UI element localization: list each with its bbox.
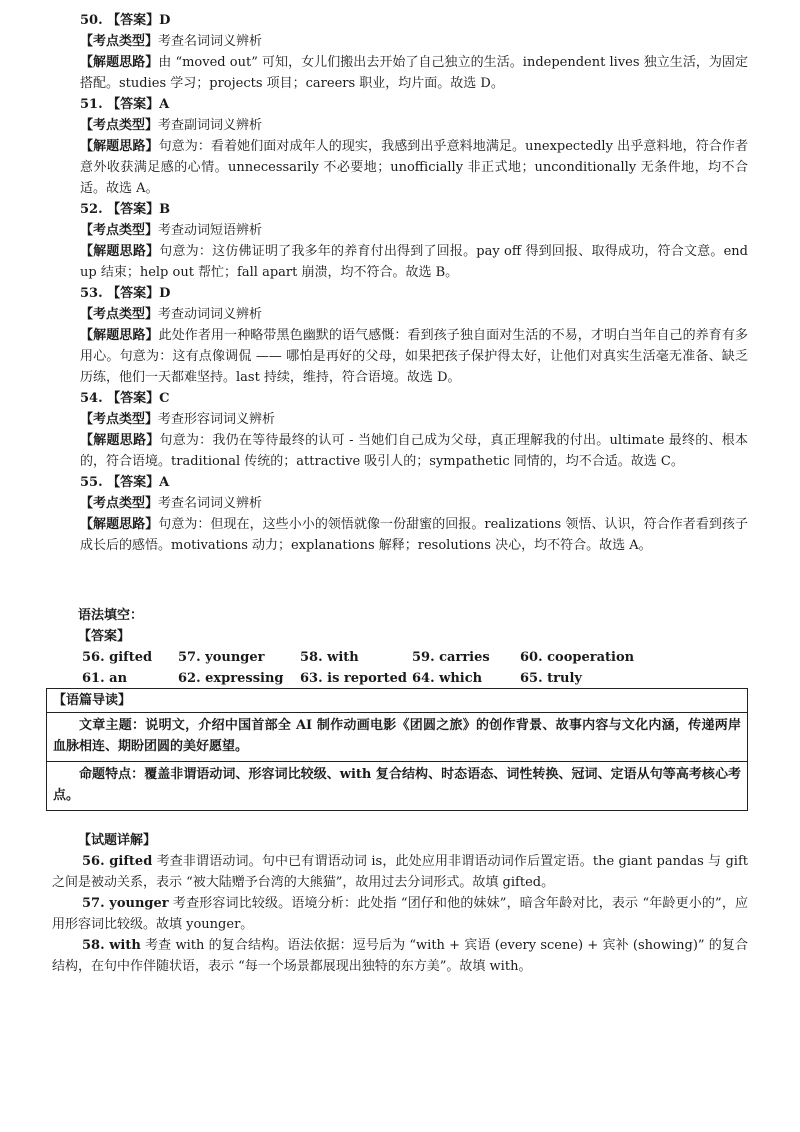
analysis-text: 句意为：我仍在等待最终的认可 - 当她们自己成为父母，真正理解我的付出。ultimate 最终的、根本的，符合语境。traditional 传统的；attractive 吸引人的；sympathetic 同情的，均不合适。故选 C。	[80, 433, 748, 469]
answer-number: 52. 【答案】B	[80, 202, 171, 217]
analysis-text: 由 “moved out” 可知，女儿们搬出去开始了自己独立的生活。independent lives 独立生活，为固定搭配。studies 学习；projects 项目；careers 职业，均片面。故选 D。	[80, 55, 748, 91]
analysis-label: 【解题思路】	[80, 139, 159, 154]
detail-explanation: 考查 with 的复合结构。语法依据：逗号后为 “with + 宾语 (every scene) + 宾补 (showing)” 的复合结构，在句中作伴随状语，表示 “每一个场景都展现出独特的东方美”。故填 with。	[52, 938, 748, 974]
detail-answer-word: 56. gifted	[82, 854, 153, 869]
grammar-answer-item: 65. truly	[520, 671, 582, 686]
analysis-label: 【解题思路】	[80, 433, 160, 448]
type-text: 考查形容词词义辨析	[158, 412, 276, 427]
grammar-answer-item: 57. younger	[178, 650, 265, 665]
details-section	[52, 830, 748, 977]
answer-55	[52, 472, 748, 556]
type-label: 【考点类型】	[80, 307, 159, 322]
passage-guide-theme: 文章主题：说明文，介绍中国首部全 AI 制作动画电影《团圆之旅》的创作背景、故事内容与文化内涵，传递两岸血脉相连、期盼团圆的美好愿望。	[53, 718, 741, 754]
type-text: 考查动词短语辨析	[158, 223, 263, 238]
passage-guide-box	[46, 688, 748, 811]
type-label: 【考点类型】	[80, 223, 159, 238]
grammar-answer-item: 61. an	[82, 671, 128, 686]
answer-52	[52, 199, 748, 283]
analysis-text: 句意为：但现在，这些小小的领悟就像一份甜蜜的回报。realizations 领悟、认识，符合作者看到孩子成长后的感悟。motivations 动力；explanations 解释；resolutions 决心，均不符合。故选 A。	[80, 517, 748, 553]
type-text: 考查名词词义辨析	[158, 496, 263, 511]
grammar-answer-item: 59. carries	[412, 650, 490, 665]
passage-guide-features: 命题特点：覆盖非谓语动词、形容词比较级、with 复合结构、时态语态、词性转换、冠词、定语从句等高考核心考点。	[47, 761, 747, 810]
type-label: 【考点类型】	[80, 118, 159, 133]
type-text: 考查名词词义辨析	[158, 34, 263, 49]
grammar-title: 语法填空：	[78, 608, 144, 623]
analysis-text: 此处作者用一种略带黑色幽默的语气感慨：看到孩子独自面对生活的不易，才明白当年自己的养育有多用心。句意为：这有点像调侃 —— 哪怕是再好的父母，如果把孩子保护得太好，让他们对真实生活毫无准备、缺乏历练，他们一天都难坚持。last 持续，维持，符合语境。故选 D。	[80, 328, 748, 385]
grammar-answer-row	[52, 668, 748, 689]
grammar-answer-row	[52, 647, 748, 668]
answer-53	[52, 283, 748, 388]
passage-guide-header: 【语篇导读】	[47, 689, 747, 713]
type-label: 【考点类型】	[80, 496, 159, 511]
answer-number: 55. 【答案】A	[80, 475, 170, 490]
analysis-label: 【解题思路】	[80, 517, 159, 532]
answer-number: 54. 【答案】C	[80, 391, 170, 406]
answer-54	[52, 388, 748, 472]
analysis-text: 句意为：这仿佛证明了我多年的养育付出得到了回报。pay off 得到回报、取得成功，符合文意。end up 结束；help out 帮忙；fall apart 崩溃，均不符合。故选 B。	[80, 244, 748, 280]
grammar-section	[52, 605, 748, 689]
answer-51	[52, 94, 748, 199]
detail-item-56	[52, 851, 748, 893]
type-label: 【考点类型】	[80, 412, 159, 427]
grammar-answer-item: 63. is reported	[300, 671, 408, 686]
grammar-answer-item: 64. which	[412, 671, 483, 686]
detail-item-58	[52, 935, 748, 977]
detail-explanation: 考查非谓语动词。句中已有谓语动词 is，此处应用非谓语动词作后置定语。the giant pandas 与 gift 之间是被动关系，表示 “被大陆赠予台湾的大熊猫”，故用过去分词形式。故填 gifted。	[52, 854, 748, 890]
grammar-answer-item: 62. expressing	[178, 671, 284, 686]
grammar-answer-item: 60. cooperation	[520, 650, 635, 665]
grammar-answer-item: 58. with	[300, 650, 359, 665]
type-text: 考查副词词义辨析	[158, 118, 263, 133]
type-text: 考查动词词义辨析	[158, 307, 263, 322]
answer-number: 53. 【答案】D	[80, 286, 171, 301]
details-title: 【试题详解】	[78, 833, 157, 848]
detail-answer-word: 57. younger	[82, 896, 169, 911]
grammar-answer-item: 56. gifted	[82, 650, 153, 665]
detail-answer-word: 58. with	[82, 938, 141, 953]
answer-number: 51. 【答案】A	[80, 97, 170, 112]
answer-number: 50. 【答案】D	[80, 13, 171, 28]
analysis-label: 【解题思路】	[80, 244, 160, 259]
detail-explanation: 考查形容词比较级。语境分析：此处指 “团仔和他的妹妹”，暗含年龄对比，表示 “年龄更小的”，应用形容词比较级。故填 younger。	[52, 896, 748, 932]
answer-50	[52, 10, 748, 94]
grammar-answer-label: 【答案】	[78, 629, 131, 644]
answer-section	[52, 10, 748, 556]
detail-item-57	[52, 893, 748, 935]
analysis-label: 【解题思路】	[80, 55, 159, 70]
analysis-label: 【解题思路】	[80, 328, 159, 343]
type-label: 【考点类型】	[80, 34, 159, 49]
analysis-text: 句意为：看着她们面对成年人的现实，我感到出乎意料地满足。unexpectedly 出乎意料地，符合作者意外收获满足感的心情。unnecessarily 不必要地；unofficially 非正式地；unconditionally 无条件地，均不合适。故选 A。	[80, 139, 748, 196]
